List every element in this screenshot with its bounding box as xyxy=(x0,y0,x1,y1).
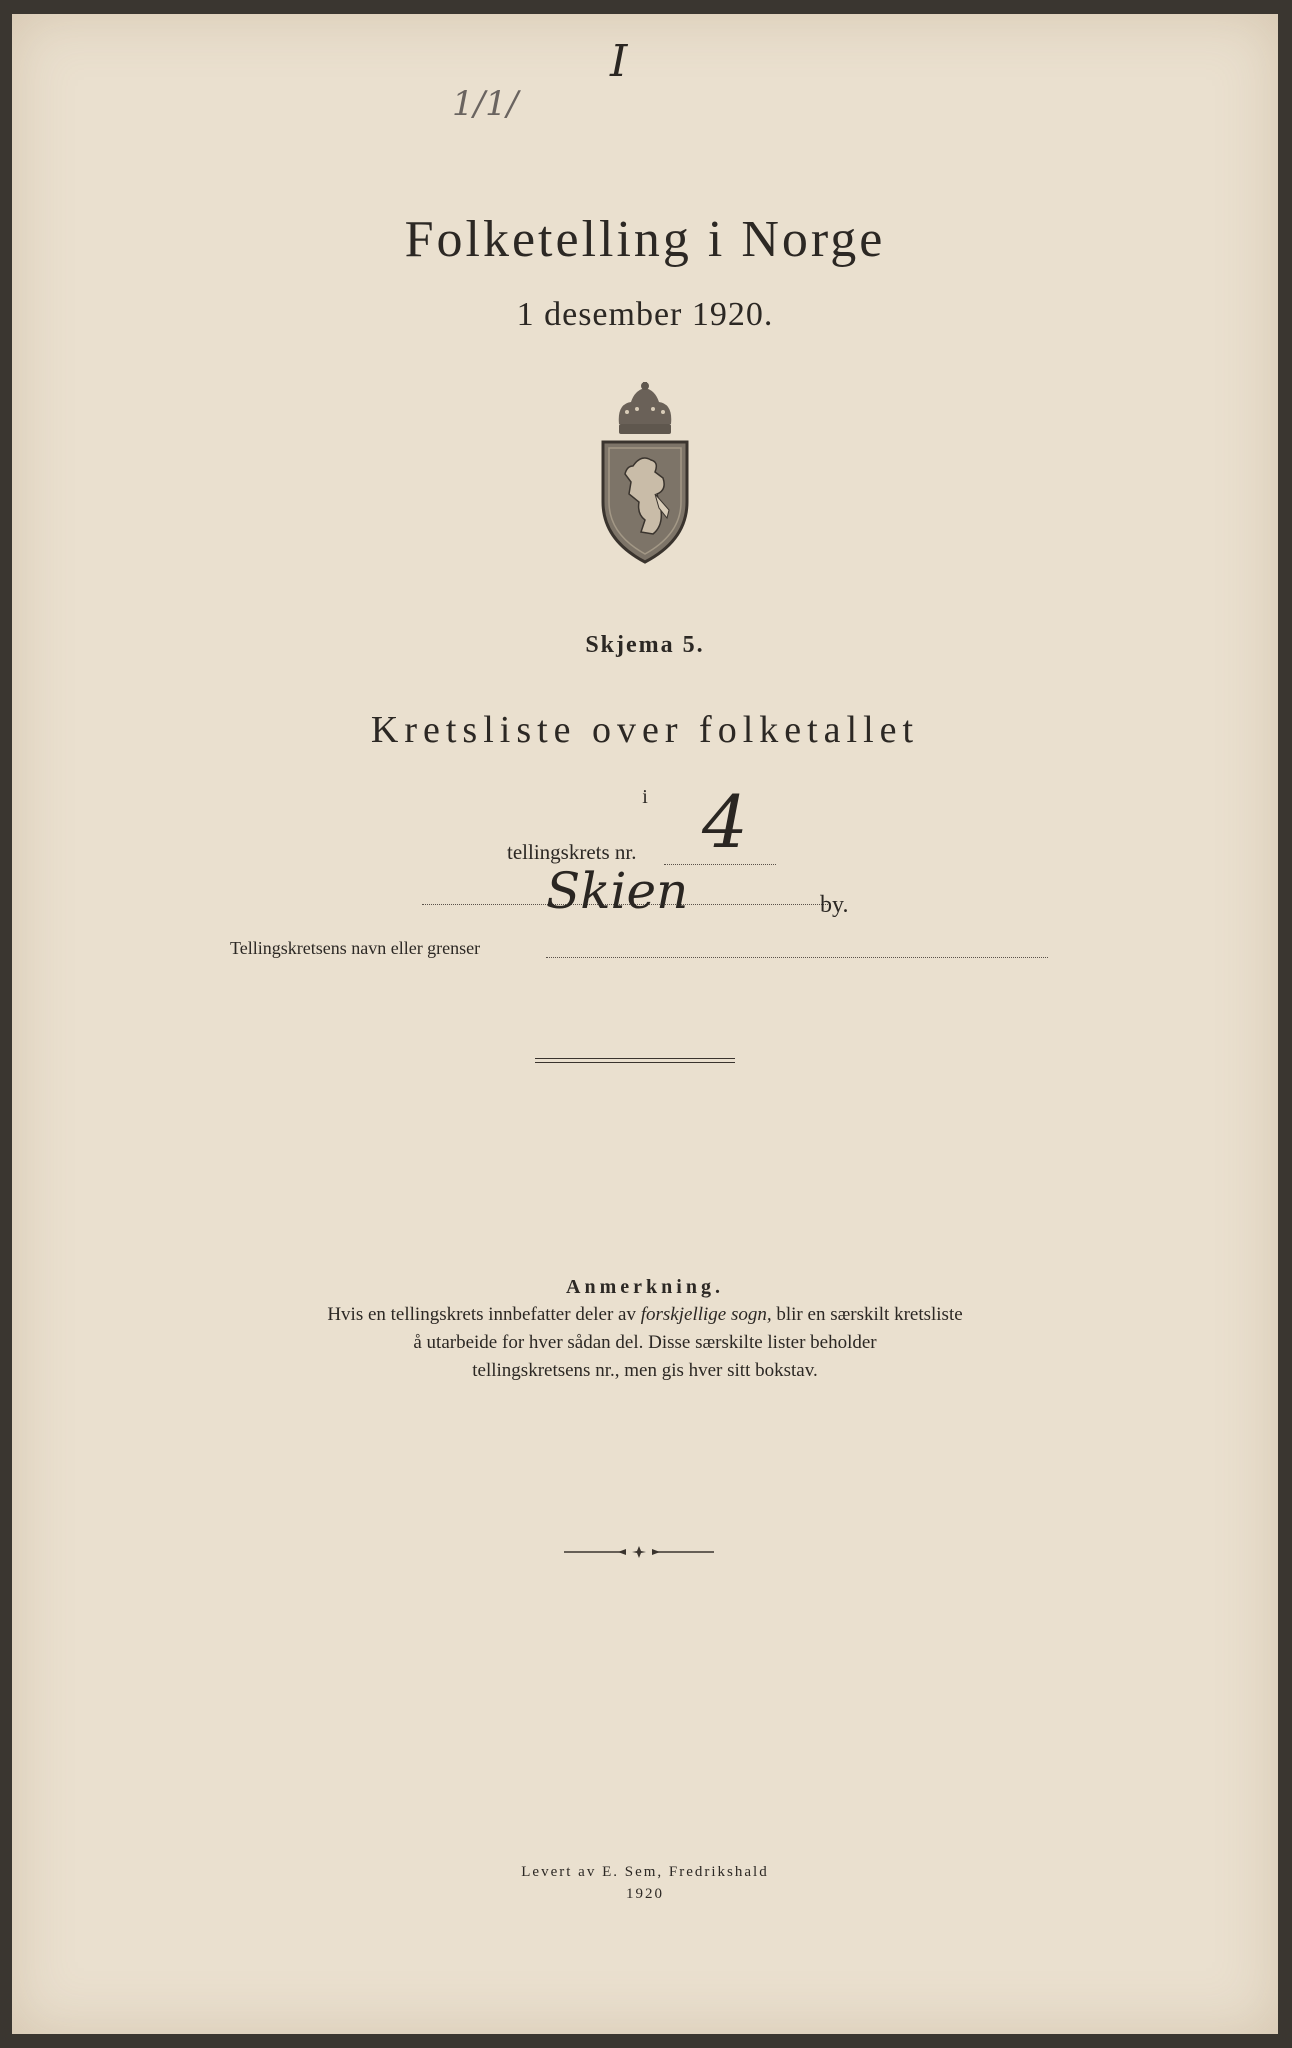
printer-year: 1920 xyxy=(626,1886,664,1902)
preposition-i: i xyxy=(642,786,648,808)
boundaries-line xyxy=(546,957,1048,958)
document-page xyxy=(12,14,1278,2034)
note-line-1-start: Hvis en tellingskrets innbefatter deler av xyxy=(327,1304,641,1325)
divider-rule xyxy=(535,1058,735,1059)
census-date: 1 desember 1920. xyxy=(516,296,774,333)
form-heading: Kretsliste over folketallet xyxy=(370,709,920,751)
city-suffix: by. xyxy=(820,892,849,918)
schema-label: Skjema 5. xyxy=(585,632,705,658)
pencil-mark: 1/1/ xyxy=(452,84,519,124)
roman-numeral-mark: I xyxy=(610,36,628,87)
note-line-1-italic: forskjellige sogn, xyxy=(640,1304,772,1325)
district-label: tellingskrets nr. xyxy=(507,840,637,864)
district-number-value: 4 xyxy=(702,780,748,864)
city-value: Skien xyxy=(546,862,689,920)
ornament-divider-icon xyxy=(564,1544,714,1560)
boundaries-label: Tellingskretsens navn eller grenser xyxy=(230,938,481,958)
printer-credit: Levert av E. Sem, Fredrikshald xyxy=(521,1864,769,1880)
page-title: Folketelling i Norge xyxy=(404,211,886,268)
divider-rule xyxy=(535,1062,735,1063)
note-line-3: tellingskretsens nr., men gis hver sitt bokstav. xyxy=(472,1360,818,1381)
coat-of-arms-icon xyxy=(597,382,693,568)
note-line-1 xyxy=(12,1304,1278,1326)
note-line-1-end: blir en særskilt kretsliste xyxy=(771,1304,963,1325)
note-line-2: å utarbeide for hver sådan del. Disse særskilte lister beholder xyxy=(413,1332,877,1353)
note-heading: Anmerkning. xyxy=(566,1276,724,1298)
